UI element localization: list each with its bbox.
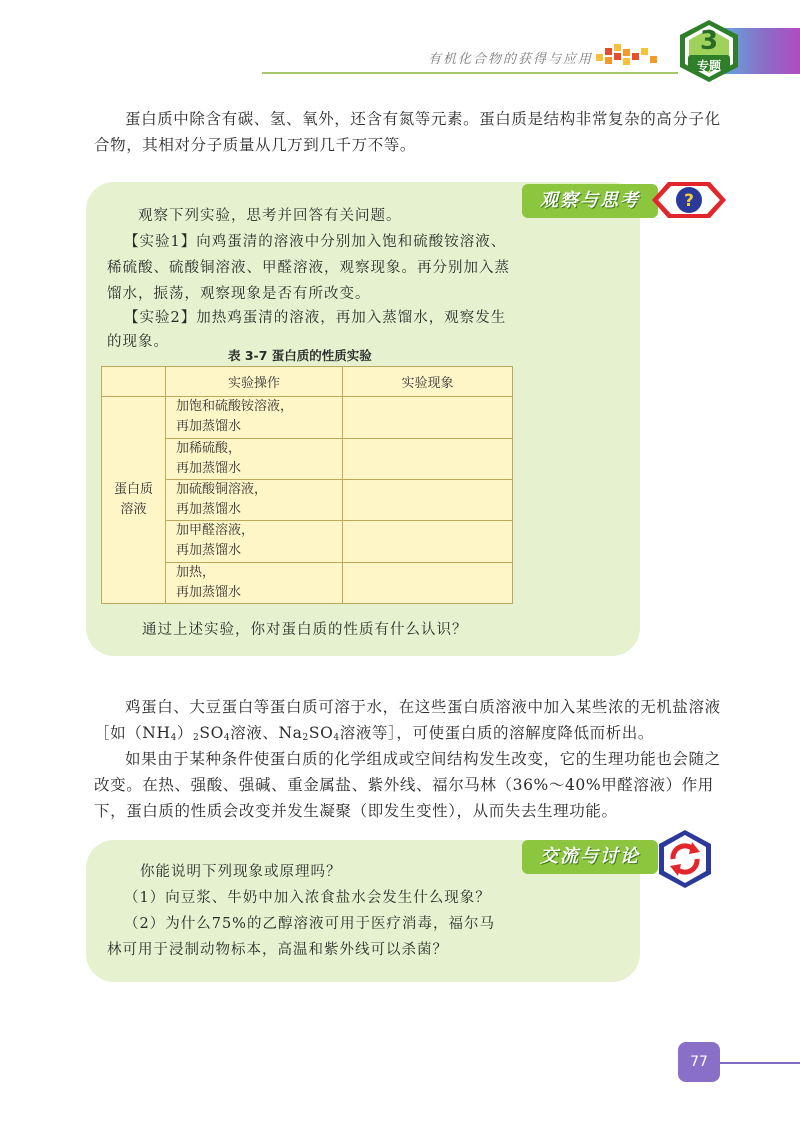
subscript: 4 [333, 733, 340, 743]
table-header-operation: 实验操作 [166, 367, 343, 397]
denaturation-paragraph: 如果由于某种条件使蛋白质的化学组成或空间结构发生改变，它的生理功能也会随之改变。在热、强酸、强碱、重金属盐、紫外线、福尔马林（36%～40%甲醛溶液）作用下，蛋白质的性质会改变并发生凝聚（即发生变性），从而失去生理功能。 [94, 750, 721, 820]
observe-think-title: 观察与思考 [522, 184, 658, 218]
operation-cell [166, 479, 343, 520]
para2-line-1: 鸡蛋白、大豆蛋白等蛋白质可溶于水，在这些蛋白质溶液中加入某些浓的无机盐溶液［如 [94, 698, 721, 742]
table-header-phenomenon: 实验现象 [343, 367, 513, 397]
subscript: 2 [302, 733, 309, 743]
salting-out-paragraph [94, 694, 722, 751]
table-caption: 表 3-7 蛋白质的性质实验 [228, 348, 372, 363]
result-cell [343, 479, 513, 520]
operation-cell [166, 397, 343, 438]
discuss-line-1: 你能说明下列现象或原理吗？ [140, 864, 342, 880]
subscript: 4 [223, 733, 231, 743]
unit-label: 专题 [696, 59, 721, 73]
table-group-cell [102, 397, 166, 604]
para2-text: （NH [126, 724, 171, 742]
header-rule [262, 72, 678, 74]
operation-cell [166, 521, 343, 562]
operation-cell [166, 562, 343, 603]
observe-line-6: 的现象。 [107, 334, 169, 350]
result-cell [343, 438, 513, 479]
table-row [102, 397, 513, 438]
op-line: 再加蒸馏水 [176, 584, 242, 600]
observe-line-1: 观察下列实验，思考并回答有关问题。 [138, 208, 402, 224]
group-label-line-1: 蛋白质 [113, 482, 153, 498]
subscript: 2 [193, 733, 200, 743]
observe-line-2: 【实验1】向鸡蛋清的溶液中分别加入饱和硫酸铵溶液、 [124, 234, 507, 250]
observe-line-3: 稀硫酸、硫酸铜溶液、甲醛溶液，观察现象。再分别加入蒸 [107, 260, 510, 276]
result-cell [343, 397, 513, 438]
unit-badge [676, 18, 742, 84]
result-cell [343, 562, 513, 603]
para2-text: SO [308, 724, 334, 742]
svg-text:?: ? [684, 191, 694, 211]
para2-text: ） [176, 724, 194, 742]
page-number: 77 [678, 1042, 720, 1082]
result-cell [343, 521, 513, 562]
operation-cell [166, 438, 343, 479]
para2-text: 溶液、Na [230, 724, 303, 742]
header-decor-squares [596, 44, 676, 70]
table-header-row [102, 367, 513, 397]
op-line: 再加蒸馏水 [176, 460, 242, 476]
para2-text: SO [199, 724, 224, 742]
intro-paragraph: 蛋白质中除含有碳、氢、氧外，还含有氮等元素。蛋白质是结构非常复杂的高分子化合物，其相对分子质量从几万到几千万不等。 [94, 110, 721, 154]
observe-line-5: 【实验2】加热鸡蛋清的溶液，再加入蒸馏水，观察发生 [124, 310, 507, 326]
op-line: 加稀硫酸， [176, 440, 242, 456]
group-label-line-2: 溶液 [120, 502, 147, 518]
table-header-blank [102, 367, 166, 397]
op-line: 加硫酸铜溶液， [176, 482, 268, 498]
discuss-line-2: （1）向豆浆、牛奶中加入浓食盐水会发生什么现象？ [124, 890, 491, 906]
protein-property-table [101, 366, 513, 604]
exchange-arrows-icon [656, 828, 714, 890]
observe-question: 通过上述实验，你对蛋白质的性质有什么认识？ [142, 622, 468, 638]
para2-text: 溶液等］，可使蛋白质的溶解度降低而析出。 [339, 724, 654, 742]
op-line: 加甲醛溶液， [176, 523, 255, 539]
discuss-title: 交流与讨论 [522, 840, 658, 874]
discuss-line-3: （2）为什么75%的乙醇溶液可用于医疗消毒，福尔马 [124, 916, 495, 932]
op-line: 再加蒸馏水 [176, 419, 242, 435]
op-line: 再加蒸馏水 [176, 502, 242, 518]
op-line: 加饱和硫酸铵溶液， [176, 399, 294, 415]
unit-number: 3 [699, 26, 719, 56]
op-line: 再加蒸馏水 [176, 543, 242, 559]
discuss-line-4: 林可用于浸制动物标本，高温和紫外线可以杀菌？ [107, 942, 448, 958]
question-mark-icon [650, 180, 728, 220]
observe-line-4: 馏水，振荡，观察现象是否有所改变。 [107, 286, 371, 302]
running-title: 有机化合物的获得与应用 [428, 52, 594, 67]
subscript: 4 [170, 733, 177, 743]
op-line: 加热， [176, 564, 216, 580]
